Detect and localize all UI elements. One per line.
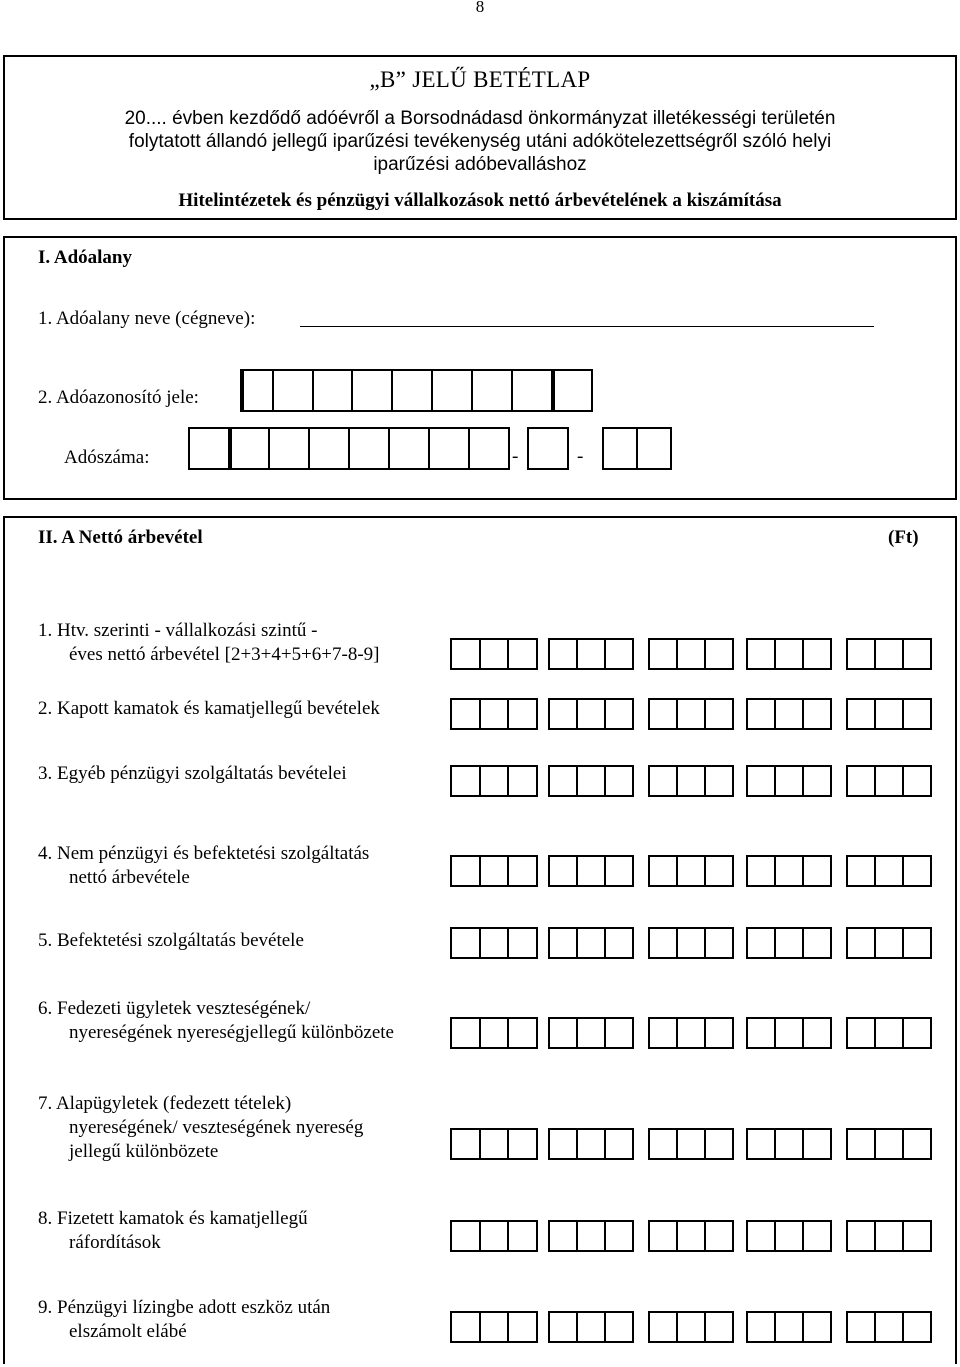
tax-number-digit[interactable] bbox=[468, 427, 510, 470]
digit-cell[interactable] bbox=[550, 700, 576, 728]
tax-number-digit[interactable] bbox=[636, 427, 672, 470]
row-4-label-1: 4. Nem pénzügyi és befektetési szolgáltatás bbox=[38, 843, 370, 864]
digit-cell[interactable] bbox=[704, 767, 732, 795]
digit-cell[interactable] bbox=[902, 1222, 930, 1250]
tax-number-digit[interactable] bbox=[188, 427, 230, 470]
tax-number-digit[interactable] bbox=[602, 427, 638, 470]
tax-id-digit[interactable] bbox=[240, 369, 274, 412]
digit-cell[interactable] bbox=[774, 929, 802, 957]
row-9-amount-group-4[interactable] bbox=[746, 1311, 832, 1343]
digit-cell[interactable] bbox=[676, 1019, 704, 1047]
row-9-amount-group-5[interactable] bbox=[846, 1311, 932, 1343]
tax-id-digit[interactable] bbox=[312, 369, 353, 412]
digit-cell[interactable] bbox=[774, 857, 802, 885]
digit-cell[interactable] bbox=[874, 1130, 902, 1158]
row-5-label-1: 5. Befektetési szolgáltatás bevétele bbox=[38, 930, 304, 951]
row-4-amount-group-2[interactable] bbox=[548, 855, 634, 887]
digit-cell[interactable] bbox=[604, 767, 632, 795]
digit-cell[interactable] bbox=[748, 700, 774, 728]
name-field[interactable] bbox=[300, 326, 874, 327]
row-5-amount-group-4[interactable] bbox=[746, 927, 832, 959]
digit-cell[interactable] bbox=[802, 857, 830, 885]
row-9-amount-group-3[interactable] bbox=[648, 1311, 734, 1343]
row-9-label-1: 9. Pénzügyi lízingbe adott eszköz után bbox=[38, 1297, 331, 1318]
row-9-amount-group-2[interactable] bbox=[548, 1311, 634, 1343]
digit-cell[interactable] bbox=[676, 700, 704, 728]
digit-cell[interactable] bbox=[902, 640, 930, 668]
row-2-amount-group-2[interactable] bbox=[548, 698, 634, 730]
digit-cell[interactable] bbox=[576, 640, 604, 668]
section-1-heading: I. Adóalany bbox=[38, 247, 132, 268]
row-3-label-1: 3. Egyéb pénzügyi szolgáltatás bevételei bbox=[38, 763, 347, 784]
digit-cell[interactable] bbox=[704, 1019, 732, 1047]
digit-cell[interactable] bbox=[774, 1222, 802, 1250]
page-number: 8 bbox=[475, 0, 485, 16]
digit-cell[interactable] bbox=[650, 929, 676, 957]
digit-cell[interactable] bbox=[874, 1222, 902, 1250]
row-1-label-2: éves nettó árbevétel [2+3+4+5+6+7-8-9] bbox=[69, 644, 380, 665]
digit-cell[interactable] bbox=[576, 929, 604, 957]
digit-cell[interactable] bbox=[802, 640, 830, 668]
digit-cell[interactable] bbox=[676, 929, 704, 957]
row-7-amount-group-2[interactable] bbox=[548, 1128, 634, 1160]
row-6-amount-group-1[interactable] bbox=[450, 1017, 538, 1049]
digit-cell[interactable] bbox=[748, 1313, 774, 1341]
digit-cell[interactable] bbox=[507, 1222, 536, 1250]
digit-cell[interactable] bbox=[507, 700, 536, 728]
digit-cell[interactable] bbox=[550, 640, 576, 668]
digit-cell[interactable] bbox=[650, 1222, 676, 1250]
digit-cell[interactable] bbox=[550, 767, 576, 795]
digit-cell[interactable] bbox=[452, 1313, 479, 1341]
digit-cell[interactable] bbox=[604, 857, 632, 885]
row-6-label-2: nyereségének nyereségjellegű különbözete bbox=[69, 1022, 394, 1043]
digit-cell[interactable] bbox=[902, 929, 930, 957]
digit-cell[interactable] bbox=[550, 1130, 576, 1158]
digit-cell[interactable] bbox=[576, 700, 604, 728]
digit-cell[interactable] bbox=[704, 700, 732, 728]
row-6-amount-group-4[interactable] bbox=[746, 1017, 832, 1049]
row-3-amount-group-3[interactable] bbox=[648, 765, 734, 797]
digit-cell[interactable] bbox=[774, 1130, 802, 1158]
row-7-label-1: 7. Alapügyletek (fedezett tételek) bbox=[38, 1093, 292, 1114]
row-6-amount-group-2[interactable] bbox=[548, 1017, 634, 1049]
digit-cell[interactable] bbox=[676, 857, 704, 885]
form-title: „B” JELŰ BETÉTLAP bbox=[369, 67, 591, 92]
digit-cell[interactable] bbox=[676, 1222, 704, 1250]
tax-number-digit[interactable] bbox=[527, 427, 569, 470]
digit-cell[interactable] bbox=[676, 640, 704, 668]
digit-cell[interactable] bbox=[848, 1019, 874, 1047]
digit-cell[interactable] bbox=[479, 640, 508, 668]
digit-cell[interactable] bbox=[452, 929, 479, 957]
row-8-label-2: ráfordítások bbox=[69, 1232, 161, 1253]
row-6-label-1: 6. Fedezeti ügyletek veszteségének/ bbox=[38, 998, 311, 1019]
digit-cell[interactable] bbox=[452, 640, 479, 668]
digit-cell[interactable] bbox=[704, 640, 732, 668]
row-1-amount-group-1[interactable] bbox=[450, 638, 538, 670]
digit-cell[interactable] bbox=[604, 1019, 632, 1047]
tax-number-digit[interactable] bbox=[348, 427, 390, 470]
digit-cell[interactable] bbox=[479, 767, 508, 795]
row-6-amount-group-5[interactable] bbox=[846, 1017, 932, 1049]
row-1-amount-group-3[interactable] bbox=[648, 638, 734, 670]
digit-cell[interactable] bbox=[650, 1130, 676, 1158]
digit-cell[interactable] bbox=[848, 640, 874, 668]
tax-id-digit[interactable] bbox=[511, 369, 553, 412]
digit-cell[interactable] bbox=[874, 767, 902, 795]
digit-cell[interactable] bbox=[848, 1313, 874, 1341]
row-2-amount-group-1[interactable] bbox=[450, 698, 538, 730]
digit-cell[interactable] bbox=[550, 1313, 576, 1341]
digit-cell[interactable] bbox=[902, 857, 930, 885]
row-8-amount-group-3[interactable] bbox=[648, 1220, 734, 1252]
tax-id-label: 2. Adóazonosító jele: bbox=[38, 387, 199, 408]
digit-cell[interactable] bbox=[848, 857, 874, 885]
digit-cell[interactable] bbox=[452, 700, 479, 728]
digit-cell[interactable] bbox=[848, 1222, 874, 1250]
digit-cell[interactable] bbox=[802, 1130, 830, 1158]
row-4-amount-group-5[interactable] bbox=[846, 855, 932, 887]
digit-cell[interactable] bbox=[452, 857, 479, 885]
digit-cell[interactable] bbox=[550, 1222, 576, 1250]
row-1-label-1: 1. Htv. szerinti - vállalkozási szintű - bbox=[38, 620, 318, 641]
digit-cell[interactable] bbox=[774, 1313, 802, 1341]
digit-cell[interactable] bbox=[507, 767, 536, 795]
tax-number-label: Adószáma: bbox=[64, 447, 150, 468]
row-2-label-1: 2. Kapott kamatok és kamatjellegű bevételek bbox=[38, 698, 380, 719]
digit-cell[interactable] bbox=[550, 1019, 576, 1047]
digit-cell[interactable] bbox=[874, 1313, 902, 1341]
digit-cell[interactable] bbox=[479, 1130, 508, 1158]
row-4-label-2: nettó árbevétele bbox=[69, 867, 190, 888]
digit-cell[interactable] bbox=[479, 857, 508, 885]
digit-cell[interactable] bbox=[576, 1222, 604, 1250]
digit-cell[interactable] bbox=[507, 640, 536, 668]
digit-cell[interactable] bbox=[452, 1019, 479, 1047]
digit-cell[interactable] bbox=[748, 640, 774, 668]
tax-number-dash-1: - bbox=[512, 446, 519, 467]
digit-cell[interactable] bbox=[576, 1130, 604, 1158]
digit-cell[interactable] bbox=[802, 1019, 830, 1047]
tax-id-digit[interactable] bbox=[551, 369, 593, 412]
digit-cell[interactable] bbox=[650, 1019, 676, 1047]
section-2-heading: II. A Nettó árbevétel bbox=[38, 527, 203, 548]
row-8-amount-group-2[interactable] bbox=[548, 1220, 634, 1252]
digit-cell[interactable] bbox=[550, 929, 576, 957]
row-5-amount-group-5[interactable] bbox=[846, 927, 932, 959]
row-1-amount-group-2[interactable] bbox=[548, 638, 634, 670]
digit-cell[interactable] bbox=[774, 700, 802, 728]
digit-cell[interactable] bbox=[748, 1019, 774, 1047]
digit-cell[interactable] bbox=[874, 640, 902, 668]
digit-cell[interactable] bbox=[704, 1222, 732, 1250]
digit-cell[interactable] bbox=[676, 767, 704, 795]
row-6-amount-group-3[interactable] bbox=[648, 1017, 734, 1049]
tax-number-digit[interactable] bbox=[308, 427, 350, 470]
digit-cell[interactable] bbox=[604, 929, 632, 957]
digit-cell[interactable] bbox=[676, 1130, 704, 1158]
row-5-amount-group-2[interactable] bbox=[548, 927, 634, 959]
row-8-amount-group-4[interactable] bbox=[746, 1220, 832, 1252]
digit-cell[interactable] bbox=[507, 857, 536, 885]
row-4-amount-group-1[interactable] bbox=[450, 855, 538, 887]
digit-cell[interactable] bbox=[479, 1222, 508, 1250]
row-4-amount-group-4[interactable] bbox=[746, 855, 832, 887]
digit-cell[interactable] bbox=[874, 1019, 902, 1047]
header-line-3: iparűzési adóbevalláshoz bbox=[373, 154, 587, 175]
digit-cell[interactable] bbox=[479, 929, 508, 957]
digit-cell[interactable] bbox=[802, 1313, 830, 1341]
row-4-amount-group-3[interactable] bbox=[648, 855, 734, 887]
tax-number-digit[interactable] bbox=[388, 427, 430, 470]
digit-cell[interactable] bbox=[848, 1130, 874, 1158]
digit-cell[interactable] bbox=[676, 1313, 704, 1341]
digit-cell[interactable] bbox=[507, 1130, 536, 1158]
digit-cell[interactable] bbox=[650, 857, 676, 885]
row-7-label-3: jellegű különbözete bbox=[69, 1141, 219, 1162]
digit-cell[interactable] bbox=[452, 767, 479, 795]
row-2-amount-group-5[interactable] bbox=[846, 698, 932, 730]
name-label: 1. Adóalany neve (cégneve): bbox=[38, 308, 256, 329]
row-3-amount-group-1[interactable] bbox=[450, 765, 538, 797]
digit-cell[interactable] bbox=[748, 1130, 774, 1158]
digit-cell[interactable] bbox=[650, 640, 676, 668]
header-line-1: 20.... évben kezdődő adóévről a Borsodnádasd önkormányzat illetékességi területén bbox=[124, 108, 836, 129]
row-8-amount-group-5[interactable] bbox=[846, 1220, 932, 1252]
digit-cell[interactable] bbox=[704, 857, 732, 885]
digit-cell[interactable] bbox=[479, 700, 508, 728]
row-7-amount-group-3[interactable] bbox=[648, 1128, 734, 1160]
digit-cell[interactable] bbox=[650, 1313, 676, 1341]
digit-cell[interactable] bbox=[452, 1130, 479, 1158]
digit-cell[interactable] bbox=[576, 1313, 604, 1341]
digit-cell[interactable] bbox=[802, 767, 830, 795]
row-7-amount-group-4[interactable] bbox=[746, 1128, 832, 1160]
tax-number-digit[interactable] bbox=[228, 427, 270, 470]
digit-cell[interactable] bbox=[576, 767, 604, 795]
digit-cell[interactable] bbox=[902, 1019, 930, 1047]
digit-cell[interactable] bbox=[604, 1222, 632, 1250]
digit-cell[interactable] bbox=[479, 1019, 508, 1047]
row-5-amount-group-3[interactable] bbox=[648, 927, 734, 959]
digit-cell[interactable] bbox=[848, 700, 874, 728]
digit-cell[interactable] bbox=[604, 1313, 632, 1341]
row-1-amount-group-4[interactable] bbox=[746, 638, 832, 670]
row-7-label-2: nyereségének/ veszteségének nyereség bbox=[69, 1117, 364, 1138]
digit-cell[interactable] bbox=[650, 700, 676, 728]
row-3-amount-group-2[interactable] bbox=[548, 765, 634, 797]
tax-number-digit[interactable] bbox=[428, 427, 470, 470]
tax-id-digit[interactable] bbox=[351, 369, 393, 412]
digit-cell[interactable] bbox=[604, 640, 632, 668]
digit-cell[interactable] bbox=[848, 929, 874, 957]
digit-cell[interactable] bbox=[704, 1313, 732, 1341]
form-subtitle: Hitelintézetek és pénzügyi vállalkozások nettó árbevételének a kiszámítása bbox=[178, 190, 782, 211]
row-5-amount-group-1[interactable] bbox=[450, 927, 538, 959]
digit-cell[interactable] bbox=[604, 1130, 632, 1158]
digit-cell[interactable] bbox=[507, 1019, 536, 1047]
tax-number-digit[interactable] bbox=[268, 427, 310, 470]
digit-cell[interactable] bbox=[902, 767, 930, 795]
tax-id-digit[interactable] bbox=[431, 369, 473, 412]
digit-cell[interactable] bbox=[748, 857, 774, 885]
digit-cell[interactable] bbox=[479, 1313, 508, 1341]
digit-cell[interactable] bbox=[748, 1222, 774, 1250]
digit-cell[interactable] bbox=[507, 929, 536, 957]
row-1-amount-group-5[interactable] bbox=[846, 638, 932, 670]
row-3-amount-group-4[interactable] bbox=[746, 765, 832, 797]
tax-id-digit[interactable] bbox=[272, 369, 314, 412]
digit-cell[interactable] bbox=[848, 767, 874, 795]
tax-id-digit[interactable] bbox=[471, 369, 513, 412]
tax-number-dash-2: - bbox=[577, 446, 584, 467]
row-2-amount-group-3[interactable] bbox=[648, 698, 734, 730]
digit-cell[interactable] bbox=[576, 1019, 604, 1047]
row-3-amount-group-5[interactable] bbox=[846, 765, 932, 797]
digit-cell[interactable] bbox=[704, 929, 732, 957]
digit-cell[interactable] bbox=[802, 929, 830, 957]
digit-cell[interactable] bbox=[748, 929, 774, 957]
row-7-amount-group-5[interactable] bbox=[846, 1128, 932, 1160]
row-7-amount-group-1[interactable] bbox=[450, 1128, 538, 1160]
digit-cell[interactable] bbox=[774, 640, 802, 668]
row-8-label-1: 8. Fizetett kamatok és kamatjellegű bbox=[38, 1208, 308, 1229]
digit-cell[interactable] bbox=[452, 1222, 479, 1250]
digit-cell[interactable] bbox=[774, 1019, 802, 1047]
digit-cell[interactable] bbox=[704, 1130, 732, 1158]
digit-cell[interactable] bbox=[874, 700, 902, 728]
tax-id-digit[interactable] bbox=[391, 369, 433, 412]
digit-cell[interactable] bbox=[774, 767, 802, 795]
header-line-2: folytatott állandó jellegű iparűzési tevékenység utáni adókötelezettségről szóló helyi bbox=[128, 131, 832, 152]
digit-cell[interactable] bbox=[748, 767, 774, 795]
digit-cell[interactable] bbox=[650, 767, 676, 795]
unit-label: (Ft) bbox=[888, 527, 919, 548]
row-9-amount-group-1[interactable] bbox=[450, 1311, 538, 1343]
row-8-amount-group-1[interactable] bbox=[450, 1220, 538, 1252]
digit-cell[interactable] bbox=[576, 857, 604, 885]
digit-cell[interactable] bbox=[507, 1313, 536, 1341]
digit-cell[interactable] bbox=[902, 700, 930, 728]
digit-cell[interactable] bbox=[802, 700, 830, 728]
digit-cell[interactable] bbox=[550, 857, 576, 885]
row-9-label-2: elszámolt elábé bbox=[69, 1321, 187, 1342]
digit-cell[interactable] bbox=[802, 1222, 830, 1250]
digit-cell[interactable] bbox=[604, 700, 632, 728]
digit-cell[interactable] bbox=[902, 1130, 930, 1158]
row-2-amount-group-4[interactable] bbox=[746, 698, 832, 730]
form-header bbox=[3, 55, 957, 220]
digit-cell[interactable] bbox=[874, 929, 902, 957]
digit-cell[interactable] bbox=[902, 1313, 930, 1341]
digit-cell[interactable] bbox=[874, 857, 902, 885]
